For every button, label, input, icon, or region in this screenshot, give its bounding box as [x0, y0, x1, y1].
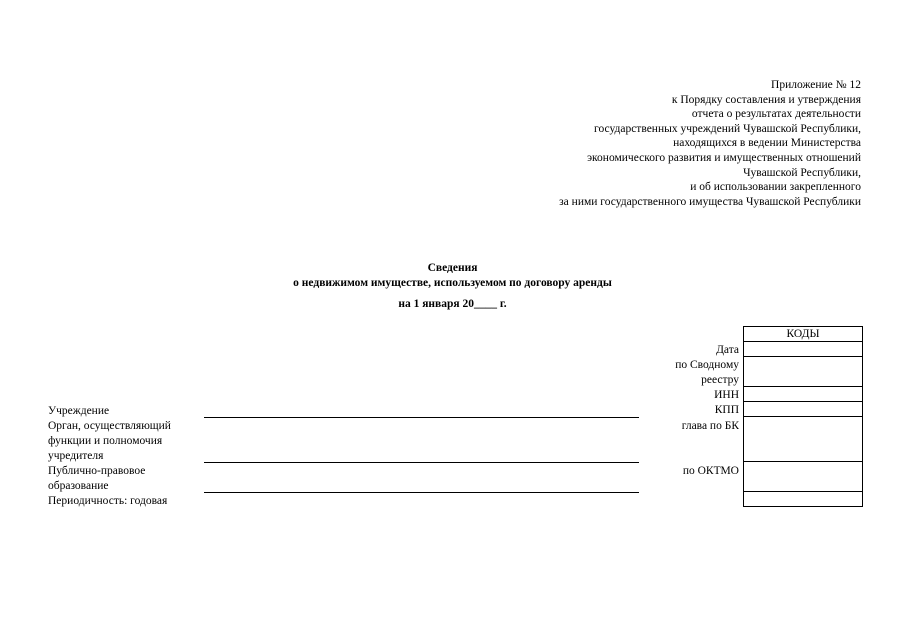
registry-label-line2: реестру — [701, 374, 739, 386]
periodicity-label: Периодичность: годовая — [48, 495, 168, 507]
kpp-label: КПП — [714, 404, 739, 416]
date-label: Дата — [716, 344, 739, 356]
annex-line: государственных учреждений Чувашской Республики, — [594, 122, 861, 135]
codes-table — [743, 326, 863, 507]
annex-line: к Порядку составления и утверждения — [671, 93, 861, 106]
periodicity-code-cell[interactable] — [744, 492, 863, 507]
document-subtitle: о недвижимом имуществе, используемом по договору аренды — [293, 277, 612, 289]
registry-label-line1: по Сводному — [675, 359, 739, 371]
annex-block — [441, 78, 861, 209]
institution-field-line[interactable] — [204, 417, 639, 418]
inn-code-cell[interactable] — [744, 387, 863, 402]
annex-line: за ними государственного имущества Чувашской Республики — [559, 195, 861, 208]
public-entity-label-line2: образование — [48, 480, 109, 492]
document-title: Сведения — [427, 262, 478, 274]
oktmo-code-cell[interactable] — [744, 462, 863, 492]
head-bk-label: глава по БК — [681, 420, 739, 432]
founder-field-line[interactable] — [204, 462, 639, 463]
annex-line: Чувашской Республики, — [743, 166, 861, 179]
codes-header: КОДЫ — [744, 327, 863, 342]
annex-line: и об использовании закрепленного — [690, 181, 861, 194]
date-code-cell[interactable] — [744, 342, 863, 357]
public-entity-field-line[interactable] — [204, 492, 639, 493]
annex-line: находящихся в ведении Министерства — [673, 137, 861, 150]
inn-label: ИНН — [714, 389, 739, 401]
founder-label-line3: учредителя — [48, 450, 104, 462]
head-bk-code-cell[interactable] — [744, 417, 863, 462]
annex-line: экономического развития и имущественных отношений — [587, 151, 861, 164]
founder-label-line1: Орган, осуществляющий — [48, 420, 171, 432]
annex-line: отчета о результатах деятельности — [691, 108, 861, 121]
public-entity-label-line1: Публично-правовое — [48, 465, 146, 477]
kpp-code-cell[interactable] — [744, 402, 863, 417]
annex-line: Приложение № 12 — [771, 79, 861, 91]
institution-label: Учреждение — [48, 405, 110, 417]
founder-label-line2: функции и полномочия — [48, 435, 163, 447]
registry-code-cell[interactable] — [744, 357, 863, 387]
document-date-line: на 1 января 20____ г. — [398, 298, 507, 310]
oktmo-label: по ОКТМО — [682, 465, 739, 477]
